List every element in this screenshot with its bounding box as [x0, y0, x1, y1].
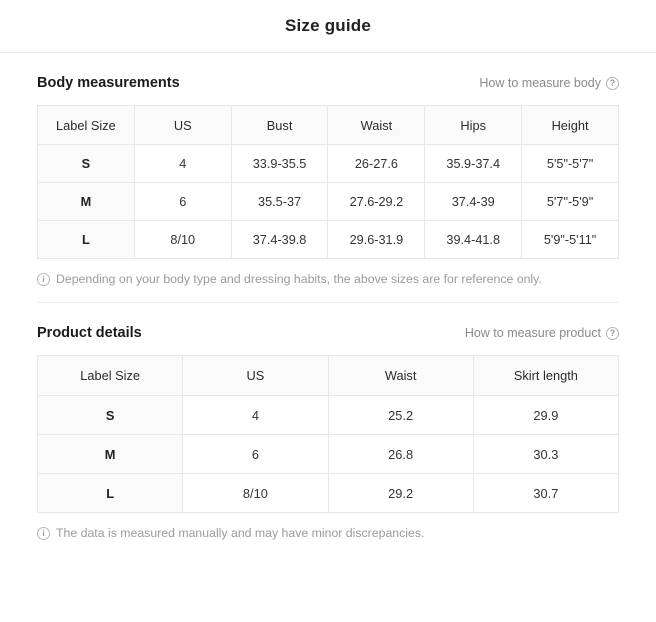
column-header: Height [522, 106, 619, 145]
cell-hips: 35.9-37.4 [425, 145, 522, 183]
column-header: Label Size [38, 356, 183, 396]
cell-bust: 35.5-37 [231, 183, 328, 221]
product-details-section [0, 303, 656, 556]
cell-us: 6 [183, 435, 328, 474]
body-measurements-note [37, 259, 619, 302]
cell-us: 4 [134, 145, 231, 183]
cell-us: 8/10 [183, 474, 328, 513]
cell-waist: 26-27.6 [328, 145, 425, 183]
how-to-measure-product-label: How to measure product [464, 326, 601, 340]
cell-hips: 39.4-41.8 [425, 221, 522, 259]
cell-us: 4 [183, 396, 328, 435]
product-note-text: The data is measured manually and may have minor discrepancies. [56, 526, 425, 540]
cell-waist: 29.6-31.9 [328, 221, 425, 259]
column-header: Label Size [38, 106, 135, 145]
body-measurements-section [0, 53, 656, 302]
cell-skirt-length: 30.7 [473, 474, 618, 513]
product-section-header [37, 303, 619, 355]
cell-us: 8/10 [134, 221, 231, 259]
cell-skirt-length: 30.3 [473, 435, 618, 474]
cell-skirt-length: 29.9 [473, 396, 618, 435]
info-icon: i [37, 273, 50, 286]
cell-hips: 37.4-39 [425, 183, 522, 221]
cell-label-size: S [38, 396, 183, 435]
table-row [38, 396, 619, 435]
cell-label-size: M [38, 435, 183, 474]
body-measurements-table [37, 105, 619, 259]
column-header: Waist [328, 356, 473, 396]
how-to-measure-product-link[interactable] [465, 326, 619, 340]
info-icon: i [37, 527, 50, 540]
page-header [0, 0, 656, 52]
table-header-row [38, 106, 619, 145]
how-to-measure-body-label: How to measure body [479, 76, 601, 90]
cell-bust: 33.9-35.5 [231, 145, 328, 183]
body-section-header [37, 53, 619, 105]
how-to-measure-body-link[interactable] [479, 76, 619, 90]
cell-label-size: L [38, 474, 183, 513]
table-row [38, 221, 619, 259]
column-header: US [183, 356, 328, 396]
product-details-note [37, 513, 619, 556]
body-section-title: Body measurements [37, 75, 180, 91]
column-header: Waist [328, 106, 425, 145]
question-mark-icon[interactable]: ? [606, 77, 619, 90]
cell-label-size: S [38, 145, 135, 183]
cell-waist: 27.6-29.2 [328, 183, 425, 221]
cell-height: 5'7"-5'9" [522, 183, 619, 221]
product-section-title: Product details [37, 325, 142, 341]
cell-waist: 25.2 [328, 396, 473, 435]
cell-bust: 37.4-39.8 [231, 221, 328, 259]
column-header: Bust [231, 106, 328, 145]
column-header: Skirt length [473, 356, 618, 396]
table-row [38, 435, 619, 474]
table-row [38, 183, 619, 221]
cell-us: 6 [134, 183, 231, 221]
cell-label-size: M [38, 183, 135, 221]
cell-waist: 29.2 [328, 474, 473, 513]
question-mark-icon[interactable]: ? [606, 327, 619, 340]
page-title: Size guide [284, 16, 372, 35]
table-row [38, 474, 619, 513]
cell-height: 5'5"-5'7" [522, 145, 619, 183]
cell-waist: 26.8 [328, 435, 473, 474]
product-details-table [37, 355, 619, 513]
table-row [38, 145, 619, 183]
column-header: US [134, 106, 231, 145]
body-note-text: Depending on your body type and dressing habits, the above sizes are for reference only. [56, 272, 542, 286]
cell-height: 5'9"-5'11" [522, 221, 619, 259]
column-header: Hips [425, 106, 522, 145]
cell-label-size: L [38, 221, 135, 259]
table-header-row [38, 356, 619, 396]
